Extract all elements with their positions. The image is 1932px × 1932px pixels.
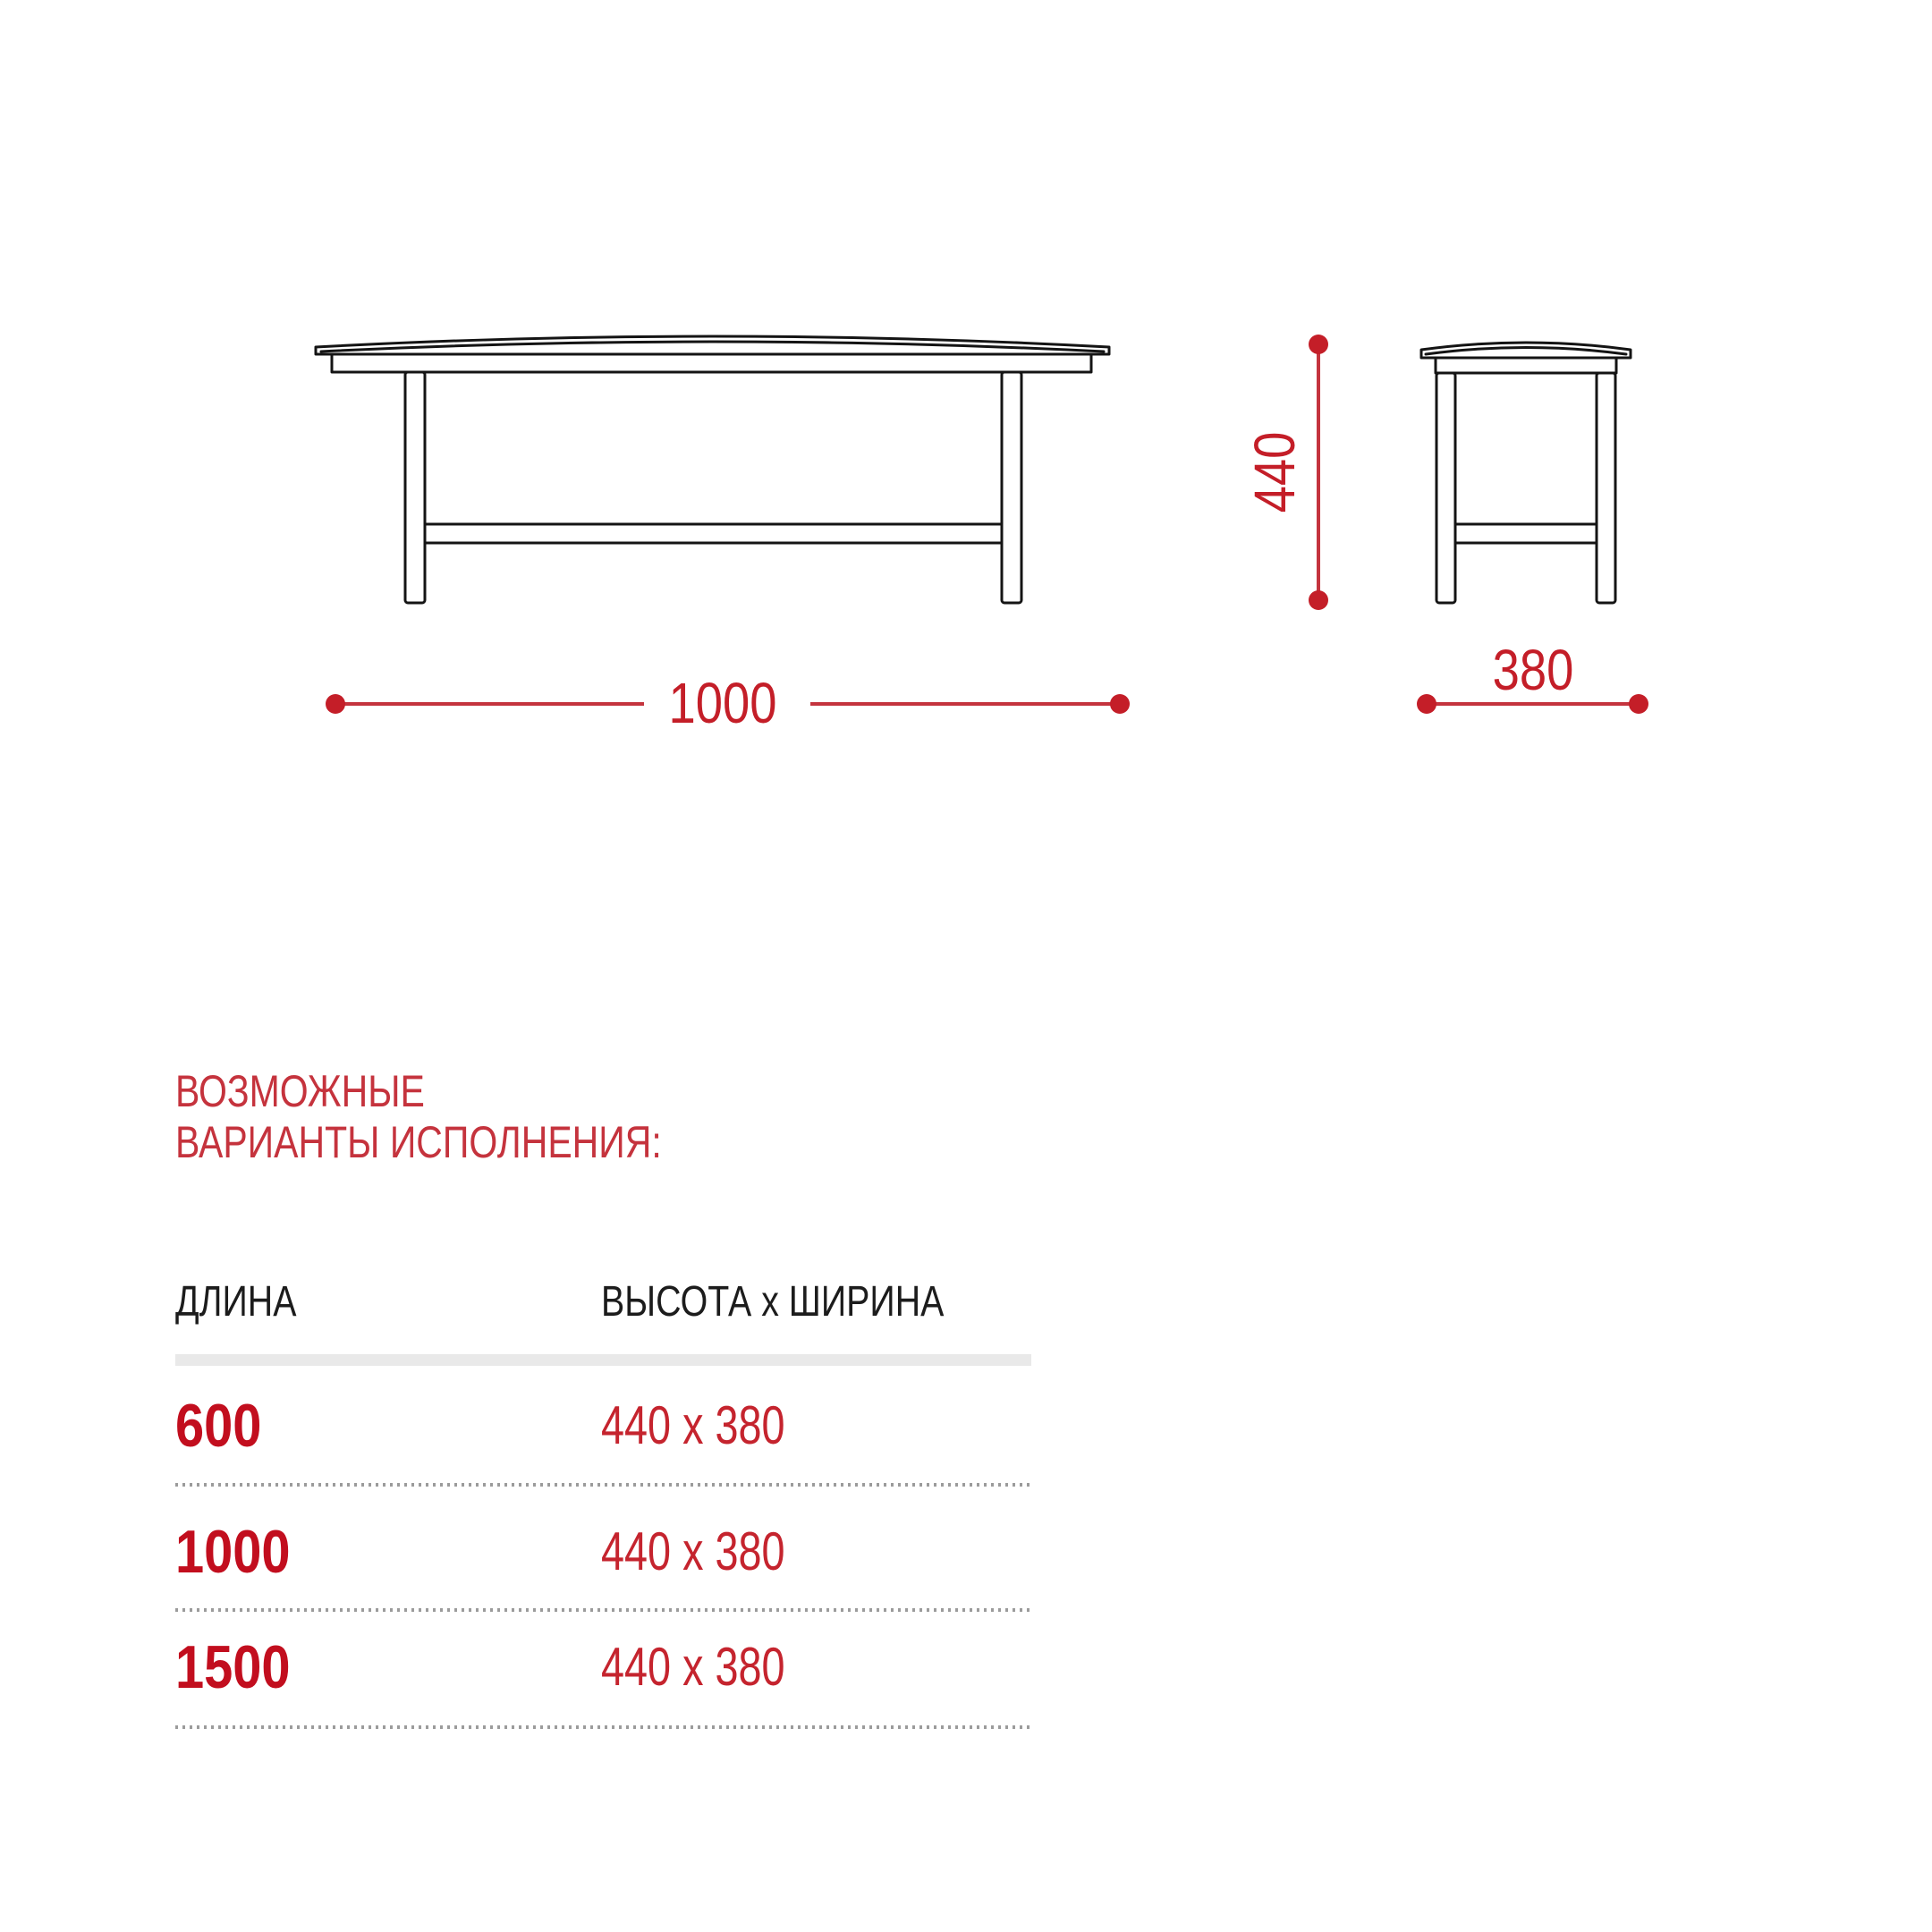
- dimension-endpoint-dot: [1110, 694, 1130, 714]
- dimension-height-value: 440: [1241, 431, 1308, 513]
- leg-side-right: [1597, 373, 1615, 603]
- bench-side-view: [1421, 343, 1631, 603]
- dimension-width: [1417, 638, 1648, 714]
- variants-title: [175, 1066, 768, 1168]
- bench-front-view: [316, 336, 1109, 603]
- table-row-length: [175, 1633, 310, 1701]
- table-header-dimensions-label: ВЫСОТА x ШИРИНА: [601, 1278, 945, 1326]
- row-length-value: 1500: [175, 1633, 291, 1701]
- dimension-endpoint-dot: [1417, 694, 1436, 714]
- row-dimensions-value: 440 x 380: [601, 1637, 785, 1697]
- apron-side: [1436, 358, 1616, 373]
- leg-side-left: [1436, 373, 1455, 603]
- apron-front: [332, 354, 1091, 372]
- dimension-endpoint-dot: [1309, 335, 1328, 354]
- dimension-length: [326, 671, 1130, 735]
- table-header-length: [175, 1278, 323, 1326]
- dimension-endpoint-dot: [326, 694, 345, 714]
- leg-front-left: [405, 372, 425, 603]
- dimension-width-value: 380: [1492, 637, 1574, 703]
- variants-title-line1: ВОЗМОЖНЫЕ: [175, 1066, 425, 1116]
- stretcher-side: [1455, 524, 1597, 543]
- table-row-divider: [175, 1608, 1031, 1612]
- seat-front: [316, 336, 1109, 354]
- table-row-length: [175, 1392, 276, 1460]
- table-header-separator-bar: [175, 1354, 1031, 1366]
- dimension-endpoint-dot: [1309, 590, 1328, 610]
- table-row-dimensions: [601, 1395, 837, 1456]
- row-length-value: 1000: [175, 1518, 291, 1586]
- table-row-divider: [175, 1483, 1031, 1487]
- dimension-endpoint-dot: [1629, 694, 1648, 714]
- variants-title-line2: ВАРИАНТЫ ИСПОЛНЕНИЯ:: [175, 1117, 662, 1167]
- row-dimensions-value: 440 x 380: [601, 1521, 785, 1581]
- row-length-value: 600: [175, 1392, 262, 1460]
- table-header-dimensions: [601, 1278, 1020, 1326]
- table-row-dimensions: [601, 1521, 837, 1582]
- table-header-length-label: ДЛИНА: [175, 1278, 297, 1326]
- dimension-height: [1242, 335, 1328, 610]
- table-row-dimensions: [601, 1637, 837, 1698]
- leg-front-right: [1002, 372, 1021, 603]
- dimension-length-value: 1000: [668, 670, 777, 736]
- table-row-length: [175, 1518, 310, 1586]
- stretcher-front: [425, 524, 1002, 543]
- row-dimensions-value: 440 x 380: [601, 1395, 785, 1455]
- table-row-divider: [175, 1725, 1031, 1729]
